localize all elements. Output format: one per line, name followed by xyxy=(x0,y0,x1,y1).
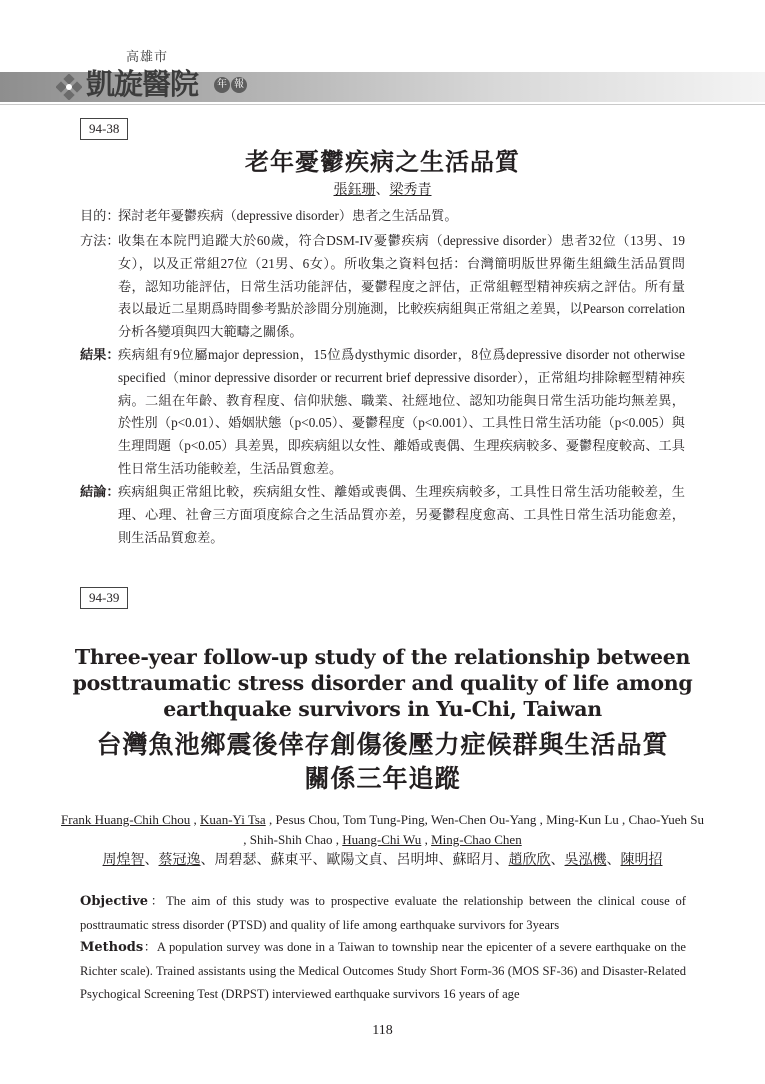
author-name: Kuan-Yi Tsa xyxy=(200,812,266,827)
section-label: Objective xyxy=(80,894,149,909)
author-name: 蔡冠逸 xyxy=(158,853,201,868)
title-line: earthquake survivors in Yu-Chi, Taiwan xyxy=(163,697,602,721)
page-number: 118 xyxy=(372,1023,393,1038)
title-line: posttraumatic stress disorder and quality of life among xyxy=(72,671,693,695)
author-separator: , xyxy=(421,832,432,847)
section-purpose xyxy=(80,205,685,228)
author-name: 周煌智 xyxy=(102,853,145,868)
header-city: 高雄市 xyxy=(126,50,169,65)
author-name: Frank Huang-Chih Chou xyxy=(61,812,191,827)
section-text: 疾病組有9位屬major depression，15位爲dysthymic disorder，8位爲depressive disorder not otherwise specified（minor depressive disorder or recurrent brief depressive disorder），正常組均排除輕型精神疾病。二組在年齡、教育程度、信仰狀態、職業、社經地位、認知功能與日常生活功能均無差異，於性別（p<0.01）、婚姻狀態（p<0.05）、憂鬱程度（p<0.001）、工具性日常生活功能（p<0.005）與生理問題（p<0.05）具差異，即疾病組以女性、離婚或喪偶、生理疾病較多、憂鬱程度較高、工具性日常生活功能較差，生活品質愈差。 xyxy=(118,347,685,476)
author-name: 吳泓機 xyxy=(564,853,607,868)
header-hospital-name: 凱旋醫院 xyxy=(86,67,199,101)
section-label: 目的： xyxy=(80,208,120,223)
section-text: The aim of this study was to prospective evaluate the relationship between the clinical couse of posttraumatic stress disorder (PTSD) and quality of life among earthquake survivors for 3years xyxy=(80,894,687,932)
author-separator: 、 xyxy=(375,183,390,198)
section-text: 收集在本院門追蹤大於60歲，符合DSM-IV憂鬱疾病（depressive disorder）患者32位（13男、19女），以及正常組27位（21男、6女）。所收集之資料包括：台灣簡明版世界衛生組織生活品質問卷，認知功能評估，日常生活功能評估，憂鬱程度之評估，正常組輕型精神疾病之評估。所有量表以最近二星期爲時間參考點於診間分別施測，比較疾病組與正常組之差異，以Pearson correlation 分析各變項與四大範疇之關係。 xyxy=(118,233,685,340)
section-conclusion xyxy=(80,481,685,549)
author-name: 張鈺珊 xyxy=(333,183,376,198)
authors-english xyxy=(60,810,705,850)
section-objective xyxy=(80,890,686,937)
colon: ： xyxy=(148,894,167,908)
colon: ： xyxy=(143,940,157,954)
annual-report-header xyxy=(0,40,765,110)
title-line: 關係三年追蹤 xyxy=(304,766,461,793)
article-id-box: 94-38 xyxy=(80,118,128,140)
section-methods xyxy=(80,936,686,1007)
section-text: A population survey was done in a Taiwan to township near the epicenter of a severe earthquake on the Richter scale). Trained assistants using the Medical Outcomes Study Short Form-36 (MOS SF-36) and Disaster-Related Psychogical Screening Test (DRPST) interviewed earthquake survivors 16 years of age xyxy=(80,940,686,1001)
badge-char: 年 xyxy=(214,77,230,93)
author-separator: 、 xyxy=(606,853,621,868)
article-id-box: 94-39 xyxy=(80,587,128,609)
author-name: Ming-Chao Chen xyxy=(431,832,522,847)
title-line: 台灣魚池鄉震後倖存創傷後壓力症候群與生活品質 xyxy=(96,732,669,759)
author-separator: 、 xyxy=(550,853,565,868)
section-label: Methods xyxy=(80,940,144,955)
badge-char: 報 xyxy=(231,77,247,93)
authors-chinese xyxy=(60,851,705,871)
article-title-zh xyxy=(0,729,765,797)
author-separator: 、周碧瑟、蘇東平、歐陽文貞、呂明坤、蘇昭月、 xyxy=(200,853,509,868)
title-line: Three-year follow-up study of the relationship between xyxy=(74,645,691,669)
section-label: 結果： xyxy=(80,347,120,362)
annual-report-badge xyxy=(214,74,248,93)
hospital-emblem-icon xyxy=(56,74,82,100)
section-results xyxy=(80,344,685,481)
article-authors xyxy=(0,179,765,199)
author-separator: , xyxy=(190,812,201,827)
section-method xyxy=(80,230,685,344)
article-title-en xyxy=(0,644,765,722)
author-name: 趙欣欣 xyxy=(508,853,551,868)
author-name: 陳明招 xyxy=(620,853,663,868)
author-separator: , Pesus Chou, Tom Tung-Ping, Wen-Chen Ou-Yang , Ming-Kun Lu , Chao-Yueh Su , Shih-Shih Chao , xyxy=(243,812,704,847)
section-text: 探討老年憂鬱疾病（depressive disorder）患者之生活品質。 xyxy=(118,208,458,223)
section-label: 結論： xyxy=(80,484,120,499)
article-title: 老年憂鬱疾病之生活品質 xyxy=(245,150,520,176)
section-text: 疾病組與正常組比較，疾病組女性、離婚或喪偶、生理疾病較多，工具性日常生活功能較差，生理、心理、社會三方面項度綜合之生活品質亦差，另憂鬱程度愈高、工具性日常生活功能愈差，則生活品質愈差。 xyxy=(118,484,685,545)
section-label: 方法： xyxy=(80,233,120,248)
author-name: Huang-Chi Wu xyxy=(342,832,422,847)
author-separator: 、 xyxy=(144,853,159,868)
author-name: 梁秀青 xyxy=(389,183,432,198)
header-divider xyxy=(0,104,765,105)
